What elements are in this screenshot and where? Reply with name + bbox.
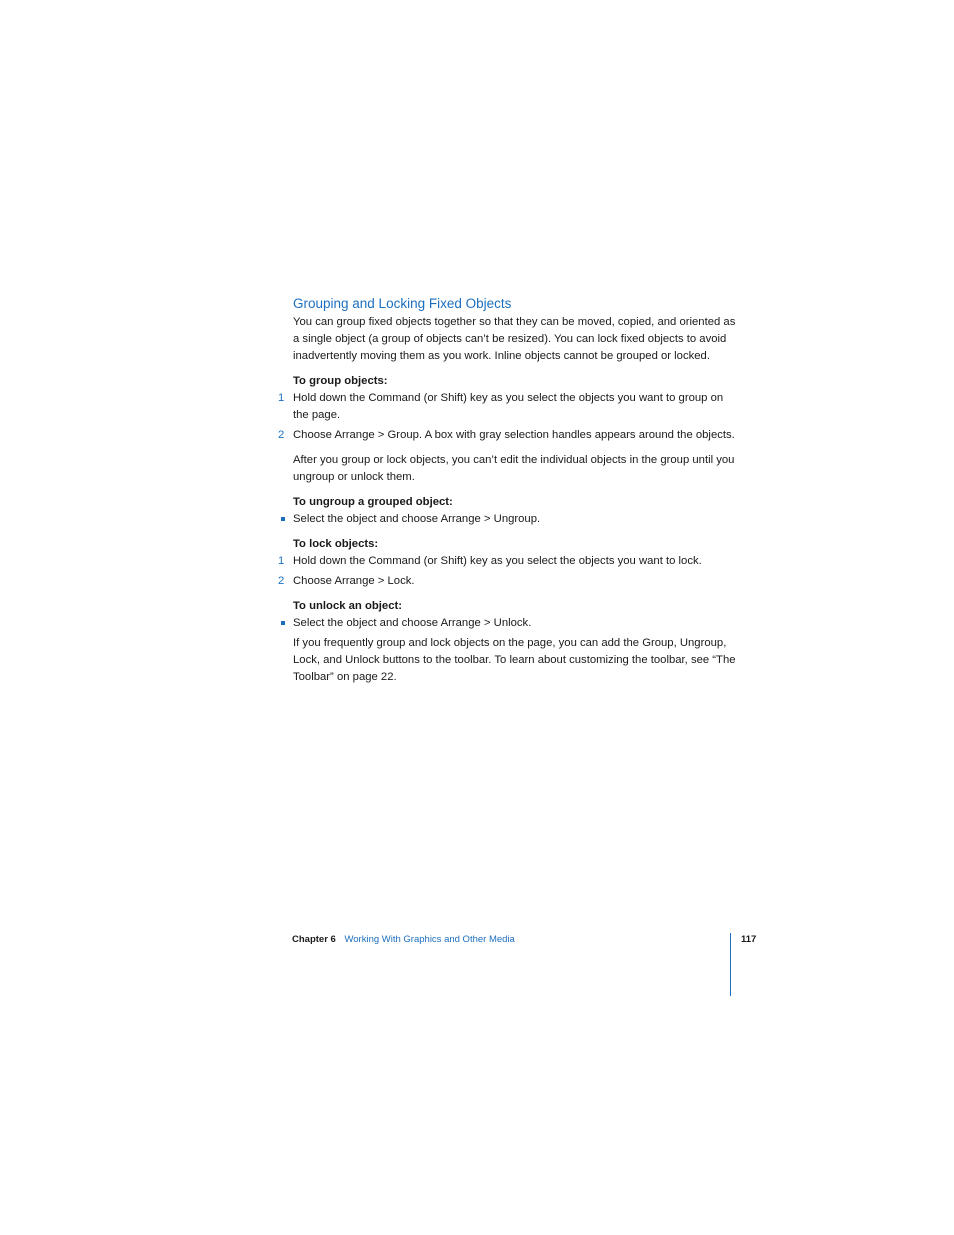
- bullet-square-icon: [281, 621, 285, 625]
- intro-paragraph: You can group fixed objects together so that they can be moved, copied, and oriented as a single object (a group of objects can’t be resized). You can lock fixed objects to avoid inadvertently moving them as you work. Inline objects cannot be grouped or locked.: [293, 316, 736, 362]
- toolbar-note: If you frequently group and lock objects on the page, you can add the Group, Ungroup, Lock, and Unlock buttons to the toolbar. To learn about customizing the toolbar, see “The Toolbar” on page 22.: [293, 637, 736, 683]
- chapter-label: Chapter 6: [292, 934, 336, 945]
- step-number: 1: [278, 555, 285, 567]
- section-heading: Grouping and Locking Fixed Objects: [293, 296, 512, 311]
- lock-step-2: [278, 573, 738, 590]
- step-text: Choose Arrange > Group. A box with gray selection handles appears around the objects.: [293, 429, 735, 441]
- group-note: After you group or lock objects, you can’t edit the individual objects in the group until you ungroup or unlock them.: [293, 454, 735, 483]
- chapter-title: Working With Graphics and Other Media: [344, 934, 515, 945]
- group-step-1: [278, 390, 738, 424]
- group-task-title: To group objects:: [293, 375, 388, 387]
- page-content: [278, 294, 738, 686]
- page-footer: [292, 932, 515, 948]
- lock-task-title: To lock objects:: [293, 538, 379, 550]
- ungroup-bullet: [293, 511, 738, 528]
- ungroup-task-title: To ungroup a grouped object:: [293, 496, 453, 508]
- footer-divider: [730, 933, 731, 996]
- bullet-text: Select the object and choose Arrange > Unlock.: [293, 617, 532, 629]
- lock-step-1: [278, 553, 738, 570]
- bullet-text: Select the object and choose Arrange > Ungroup.: [293, 513, 541, 525]
- group-step-2: [278, 427, 738, 444]
- page-number: 117: [741, 934, 757, 945]
- step-number: 1: [278, 392, 285, 404]
- step-text: Hold down the Command (or Shift) key as you select the objects you want to lock.: [293, 555, 702, 567]
- bullet-square-icon: [281, 517, 285, 521]
- unlock-bullet: [293, 615, 738, 632]
- unlock-task-title: To unlock an object:: [293, 600, 402, 612]
- step-number: 2: [278, 575, 285, 587]
- step-number: 2: [278, 429, 285, 441]
- step-text: Hold down the Command (or Shift) key as you select the objects you want to group on the page.: [293, 392, 724, 421]
- step-text: Choose Arrange > Lock.: [293, 575, 415, 587]
